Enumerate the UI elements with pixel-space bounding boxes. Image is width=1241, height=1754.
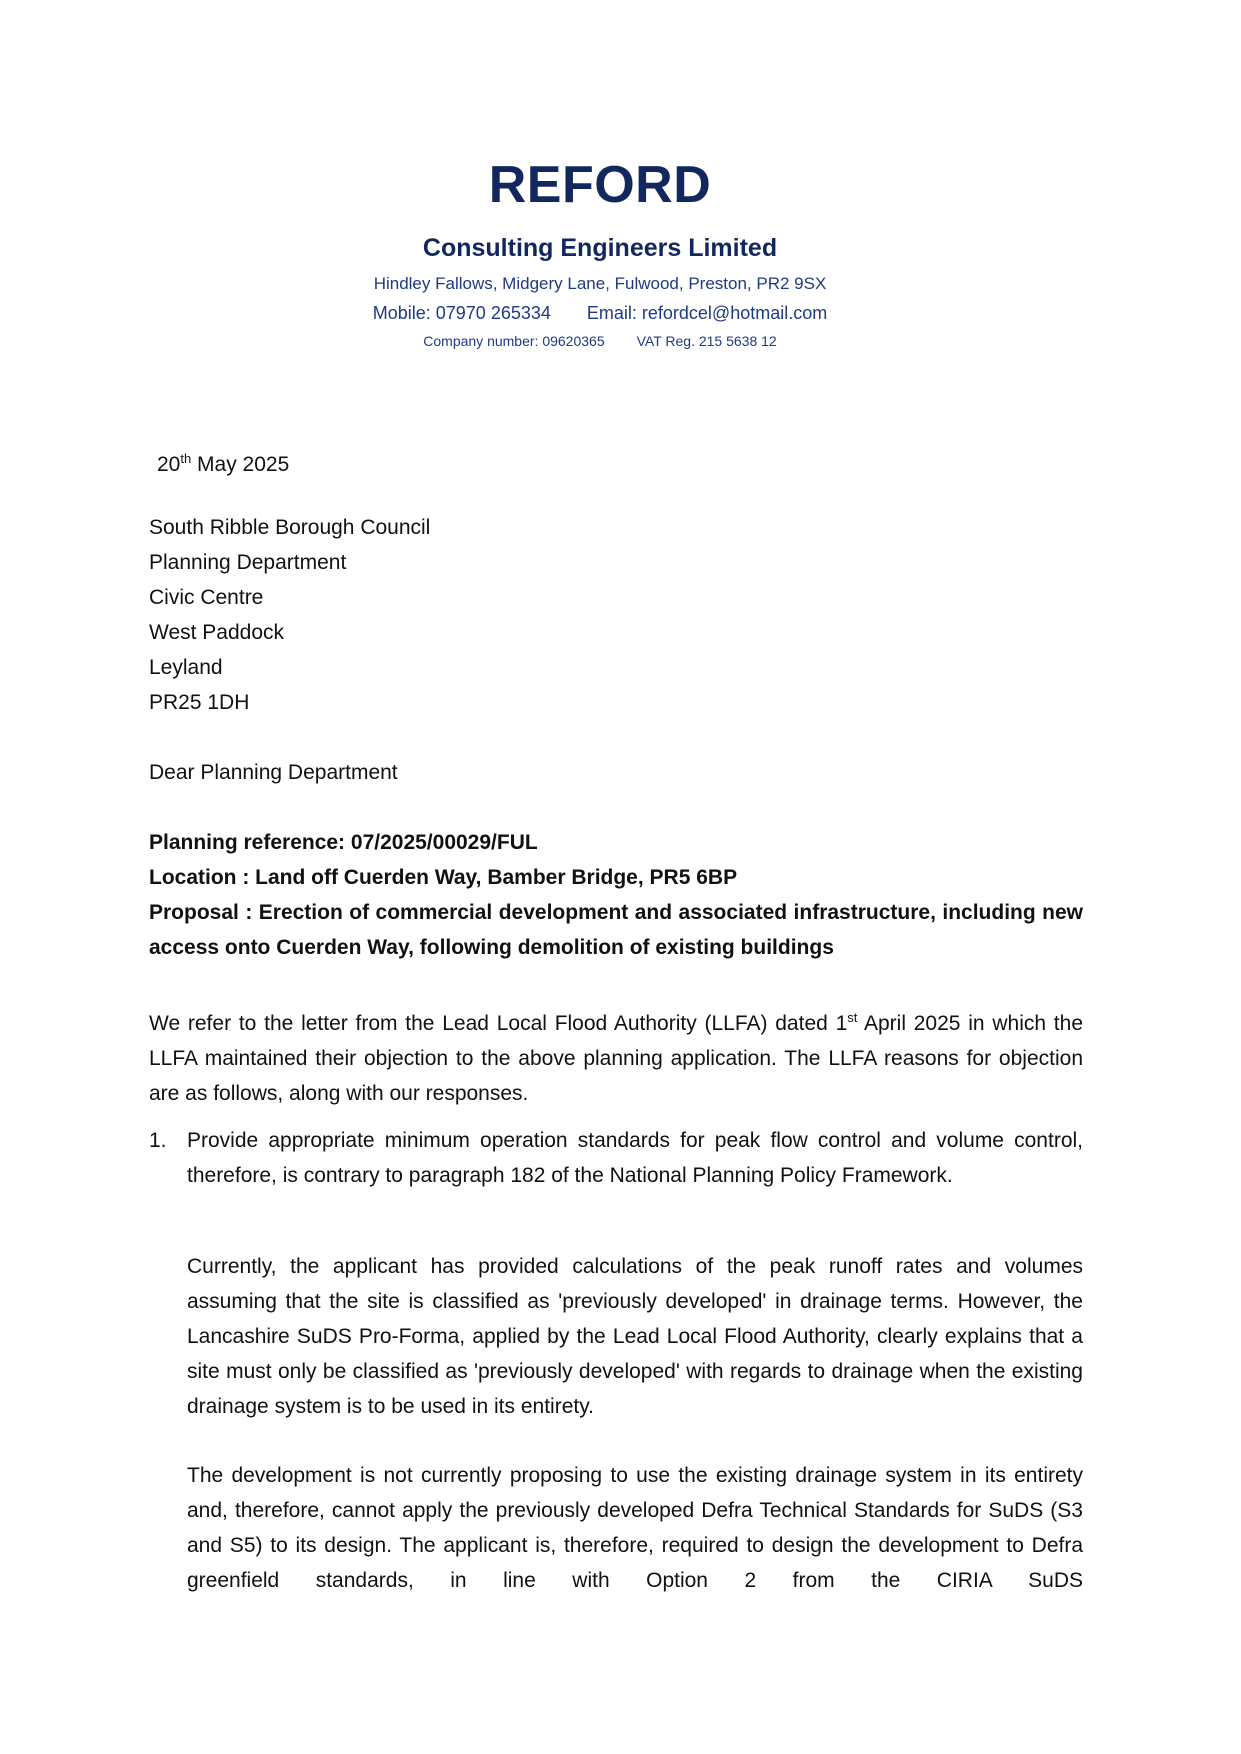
company-registration [0,333,1200,349]
response-paragraph-1: Currently, the applicant has provided calculations of the peak runoff rates and volumes assuming that the site is classified as 'previously developed' in drainage terms. However, the Lancashire SuDS Pro-Forma, applied by the Lead Local Flood Authority, clearly explains that a site must only be classified as 'previously developed' with regards to drainage when the existing drainage system is to be used in its entirety. [187,1255,1083,1418]
intro-text-a: We refer to the letter from the Lead Local Flood Authority (LLFA) dated 1 [149,1012,848,1035]
recipient-line: Planning Department [149,551,347,574]
company-mobile: Mobile: 07970 265334 [372,303,551,323]
proposal: Proposal : Erection of commercial development and associated infrastructure, including new access onto Cuerden Way, following demolition of existing buildings [149,901,1083,959]
date-day: 20 [157,453,181,476]
objection-list [149,1123,1083,1193]
company-subtitle: Consulting Engineers Limited [422,234,778,262]
response-paragraph-2: The development is not currently proposing to use the existing drainage system in its entirety and, therefore, cannot apply the previously developed Defra Technical Standards for SuDS (S3 and S5) to its design. The applicant is, therefore, required to design the development to Defra greenfield standards, in line with Option 2 from the CIRIA SuDS [187,1464,1083,1592]
recipient-address [149,510,430,720]
reference-block [149,825,1083,965]
list-number: 1. [149,1129,167,1152]
recipient-line: South Ribble Borough Council [149,516,431,539]
salutation: Dear Planning Department [149,761,398,784]
company-address: Hindley Fallows, Midgery Lane, Fulwood, Preston, PR2 9SX [373,274,827,293]
company-logo-text: REFORD [488,156,712,214]
date-suffix: th [180,451,192,466]
recipient-line: PR25 1DH [149,691,250,714]
list-item [149,1123,1083,1193]
intro-paragraph [149,1000,1083,1111]
intro-text-b: April 2025 in which the LLFA maintained their objection to the above planning application. The LLFA reasons for objection are as follows, along with our responses. [149,1012,1083,1105]
vat-number: VAT Reg. 215 5638 12 [636,333,777,349]
intro-sup: st [847,1010,858,1025]
recipient-line: Leyland [149,656,223,679]
date-rest: May 2025 [191,453,290,476]
recipient-line: Civic Centre [149,586,264,609]
company-number: Company number: 09620365 [423,333,605,349]
planning-reference: Planning reference: 07/2025/00029/FUL [149,831,538,854]
location: Location : Land off Cuerden Way, Bamber Bridge, PR5 6BP [149,866,738,889]
letter-date [157,441,289,482]
list-text: Provide appropriate minimum operation standards for peak flow control and volume control, therefore, is contrary to paragraph 182 of the National Planning Policy Framework. [187,1129,1083,1187]
recipient-line: West Paddock [149,621,285,644]
company-contact [0,303,1200,324]
company-email: Email: refordcel@hotmail.com [586,303,828,323]
